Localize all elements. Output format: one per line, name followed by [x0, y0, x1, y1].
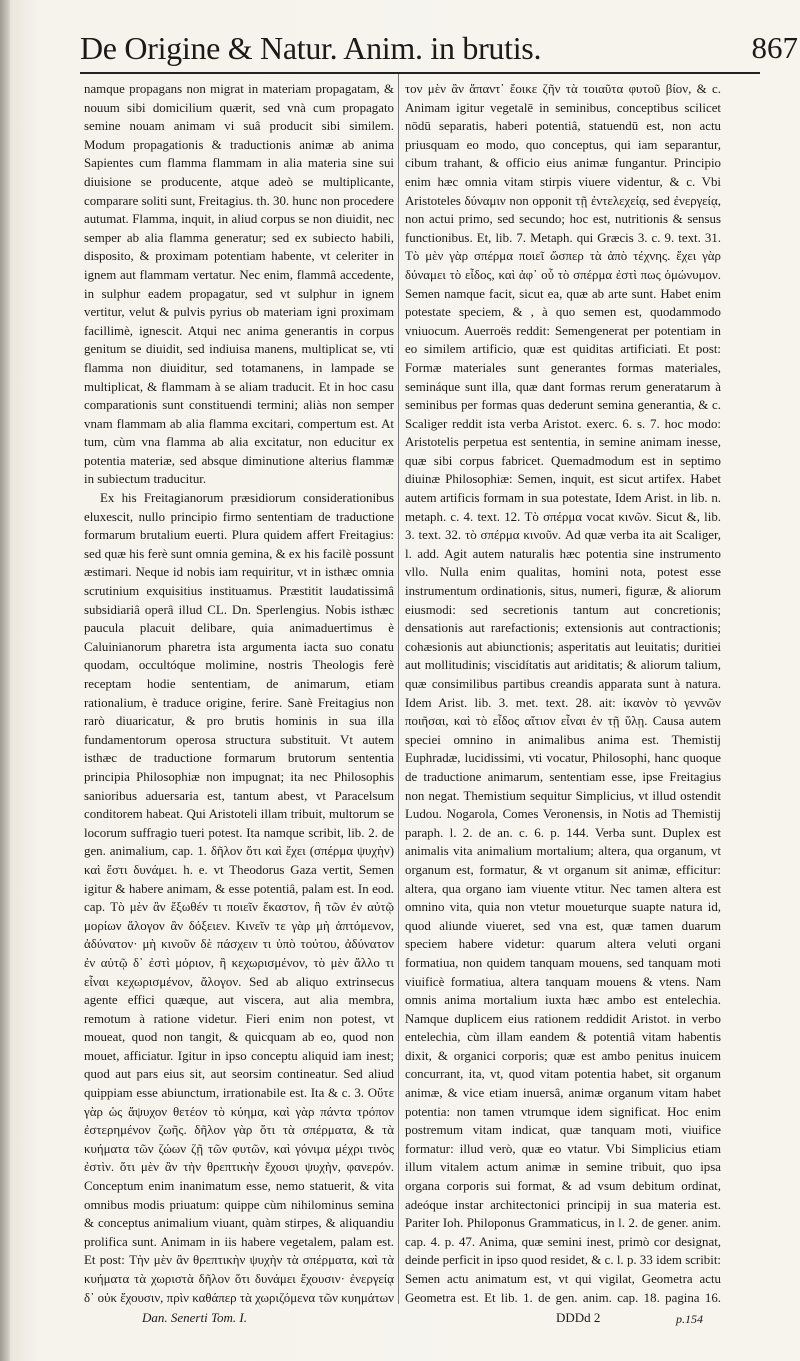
- right-column: [405, 80, 721, 1305]
- right-paragraph-1: τον μὲν ἂν ἅπαντ᾽ ἔοικε ζῆν τὰ τοιαῦτα φυτοῦ βίον, & c. Animam igitur vegetalē in seminibus, conceptibus scilicet nōdū separatis, haberi potentiâ, statuendū est, non actu priusquam eo modo, quo conceptus, qui iam separantur, cibum trahant, & officio eius animæ fungantur. Principio enim hæc omnia vitam stirpis viuere videntur, & c. Vbi Aristoteles δύναμιν non opponit τῇ ἐντελεχείᾳ, sed ἐνεργείᾳ, non actui primo, sed secundo; hoc est, nutritionis & sensus functionibus. Et, lib. 7. Metaph. qui Græcis 3. c. 9. text. 31. Τὸ μὲν γὰρ σπέρμα ποιεῖ ὥσπερ τὰ ἀπὸ τέχνης. ἔχει γὰρ δύναμει τὸ εἶδος, καὶ ἀφ᾽ οὗ τὸ σπέρμα ἐστὶ πως ὁμώνυμον. Semen namque facit, sicut ea, quæ ab arte sunt. Habet enim potestate speciem, & , à quo semen est, quodammodo vniuocum. Auerroës reddit: Semengenerat per potentiam in eo similem artificio, quæ est quiditas artificiati. Et post: Formæ materiales sunt generantes formas materiales, semináque sunt illa, quæ dant formas rerum generatarum à seminibus per formas quas dederunt semina generantia, & c. Scaliger reddit ista verba Aristot. exerc. 6. s. 7. hoc modo: Aristotelis perpetua est sententia, in semine animam inesse, quæ sibi corpus fabricet. Quemadmodum est in septimo diuinæ Philosophiæ: Semen, inquit, est sicut artifex. Habet autem artificis formam in sua potestate, Idem Arist. in lib. n. metaph. c. 4. text. 12. Τὸ σπέρμα vocat κινῶν. Sicut &, lib. 3. text. 32. τὸ σπέρμα κινοῦν. Ad quæ verba ita ait Scaliger, l. add. Agit autem naturalis hæc potentia sine instrumento vllo. Nulla enim qualitas, homini nota, potest esse instrumentum ordinationis, situs, numeri, figuræ, & aliorum eiusmodi: sed secretionis tantum aut concretionis; densationis aut rarefactionis; extensionis aut contractionis; cohæsionis aut abiunctionis; asperitatis aut leuitatis; duritiei aut mollitudinis; viscidítatis aut ariditatis; & aliorum talium, quæ consimilibus partibus creandis apparata sunt à natura. Idem Arist. lib. 3. met. text. 28. ait: ἱκανὸν τὸ γεννῶν ποιῆσαι, καὶ τὸ εἶδος αἴτιον εἶναι ἐν τῇ ὕλῃ. Causa autem speciei omnino in animalibus anima est. Themistij Euphradæ, lucidissimi, vti vocatur, Philosophi, hanc quoque de traductione animarum, sententiam esse, ipse Freitagius non negat. Themistium sequitur Simplicius, vt illud ostendit Ludou. Nogarola, Comes Veronensis, in Notis ad Themistij paraph. l. 2. de an. c. 6. p. 144. Verba sunt. Duplex est animalis vita animalium mortalium; altera, qua organum, vt organum est, formatur, & vt organum sit animæ, efficitur: altera, qua organo iam viuente vtitur. Nec tamen altera est omnino vita, quia non vtetur moueturque suapte natura id, quod aliunde viueret, sed vna est, quæ tamen duarum speciem habere videtur: quarum altera veluti organi formatiua, non quidem tanquam mouens, sed tanquam moti viuificè formatiua, altera tanquam mouens & vtens. Nam omnis anima mortalium iuxta hæc ambo est entelechia. Namque duplicem eius rationem reddidit Aristot. in verbo entelechia, cùm illam eandem & potentiâ vitam habentis dixit, & organici corporis; quæ est ambo penitus inuicem concurrant, ita, vt, quod vitam potentia habet, sit organum animæ, & vice etiam inuersâ, animæ organum vitam habet potentia: non tamen vtrumque idem significat. Hoc enim postremum vitam indicat, quæ tanquam moti, viuifice formatur: illud verò, quæ eo vtatur. Vbi Simplicius etiam illum vitalem actum animæ in semine tribuit, quo ipsa organa corporis sui format, & ad vsum debitum ordinat, adeóque instar architectonici principij in sua materia est. Pariter Ioh. Philoponus Grammaticus, in l. 2. de gener. anim. cap. 4. p. 47. Anima, quæ semini inest, primò cor designat, deinde perficit in ipso quod residet, & c. l. p. 33 idem scribit: Semen actu animatum est, vt qui vigilat, Geometra actu Geometra est. Et lib. 1. de gen. anim. cap. 18. pagina 16.: [405, 82, 721, 1305]
- left-column: [84, 80, 394, 1305]
- left-paragraph-1: namque propagans non migrat in materiam propagatam, & nouum sibi domicilium quærit, sed vnà cum propagato semine nouam animam vi suâ producit sibi similem. Modum propagationis & traductionis animæ ab anima Sapientes cum flamma flammam in alia materia sine sui diuisione se producente, atque adeò se multiplicante, comparare soliti sunt, Freitagius. th. 30. hunc non procedere autumat. Flamma, inquit, in aliud corpus se non diuidit, nec semper ab alia flamma generatur; sed ex subiecto habili, disposito, & proximam potentiam habente, vt celeriter in ignem aut flammam vertatur. Nec enim, flammâ accedente, in sulphur eadem propagatur, sed vt sulphur in ignem vertitur, velut & pulvis pyrius ob materiam igni proximam facillimè, ignescit. Atqui nec anima generantis in corpus genitum se diuidit, sed indiuisa manens, multiplicat se, vti flamma non diuiditur, sed totamanens, in lampade se multiplicat, & flammam à se aliam traducit. Et in hoc casu comparationis sunt constituendi termini; aliàs non semper vnam flammam ab alia flamma excitari, compertum est. At tum, cùm vna flamma ab alia excitatur, non educitur ex potentia materiæ, sed absque diminutione alterius flammæ in subiectum traducitur.: [84, 82, 394, 487]
- page-number: 867: [751, 30, 798, 65]
- column-divider: [398, 74, 399, 1304]
- page-binding-shadow: [0, 0, 10, 1361]
- left-paragraph-2: Ex his Freitagianorum præsidiorum considerationibus eluxescit, nullo principio firmo sententiam de traductione formarum brutalium euerti. Plura quidem affert Freitagius: sed quæ his ferè sunt omnia gemina, & ex his facilè possunt æstimari. Neque id nobis iam requiritur, vt in isthæc omnia scrutinium exquisitius instituamus. Præstitit laudatissimâ subsidiariâ operâ illud CL. Dn. Sperlengius. Nobis isthæc paucula placuit delibare, quia animaduertimus è Caluinianorum pharetra ista argumenta iacta suo conatu quodam, occultóque molimine, nostris Theologis ferè receptam hodie sententiam, de animarum, etiam rationalium, è traduce origine, ferire. Sanè Freitagius non rarò diuaricatur, & pro brutis hominis in sua illa fundamentorum operosa structura substituit. Vt autem isthæc de traductione formarum brutorum sententia principia Philosophiæ non impugnat; ita nec Philosophis sanioribus aduersaria est, tantum abest, vt Paracelsum conditorem habeat. Qui Aristoteli illam tribuit, multorum se locorum suffragio tueri potest. Ita namque scribit, lib. 2. de gen. animalium, cap. 1. δῆλον ὅτι καὶ ἔχει (σπέρμα ψυχὴν) καὶ ἔστι δυνάμει. h. e. vt Theodorus Gaza vertit, Semen igitur & habere animam, & esse potentiâ, palam est. In eod. cap. Τὸ μὲν ἂν ἔξωθέν τι ποιεῖν ἕκαστον, ἢ τῶν ἐν αὐτῷ μορίων ἄλογον ἂν δόξειεν. Κινεῖν τε γὰρ μὴ ἁπτόμενον, ἀδύνατον· μὴ κινοῦν δὲ πάσχειν τι ὑπὸ τούτου, ἀδύνατον ἐν αὐτῷ δ᾽ ἐστὶ μόριον, ἢ κεχωρισμένον, τὸ μὲν ἄλλο τι εἶναι κεχωρισμένον, ἄλογον. Sed ab aliquo extrinsecus agente effici quæque, aut viscera, aut alia membra, remotum à ratione videtur. Fieri enim non potest, vt moueat, quod non tangit, & quicquam ab eo, quod non mouet, afficiatur. Igitur in ipso conceptu aliquid iam inest; quod aut pars eius sit, aut seorsim contineatur. Sed aliud quippiam esse abiunctum, irrationabile est. Ita & c. 3. Οὔτε γὰρ ὡς ἄψυχον θετέον τὸ κύημα, καὶ γὰρ πάντα τρόπον ἐστερημένον ζωῆς. δῆλον γὰρ ὅτι τὰ σπέρματα, & τὰ κυήματα τῶν ζώων ζῇ τῶν φυτῶν, καὶ γόνιμα μέχρι τινὸς ἐστὶν. ὅτι μὲν ἂν τὴν θρεπτικὴν ἔχουσι ψυχὴν, φανερόν. Conceptum enim inanimatum esse, nemo statuerit, & vita omnibus modis priuatum: quippe cùm nihilominus semina & conceptus animalium viuant, quàm stirpes, & aliquandiu prolifica sunt. Animam in iis habere vegetalem, palam est. Et post: Τὴν μὲν ἂν θρεπτικὴν ψυχὴν τὰ σπέρματα, καὶ τὰ κυήματα τὰ χωριστὰ δῆλον ὅτι δυνάμει ἔχουσιν· ἐνεργείᾳ δ᾽ οὐκ ἔχουσιν, πρὶν καθάπερ τὰ χωριζόμενα τῶν κυημάτων: [84, 491, 394, 1305]
- footer-reference: p.154: [676, 1312, 703, 1326]
- footer-catchword: Dan. Senerti Tom. I.: [142, 1310, 247, 1325]
- header-rule: [80, 72, 760, 74]
- running-title: De Origine & Natur. Anim. in brutis.: [80, 30, 542, 66]
- footer-signature: DDDd 2: [556, 1310, 601, 1325]
